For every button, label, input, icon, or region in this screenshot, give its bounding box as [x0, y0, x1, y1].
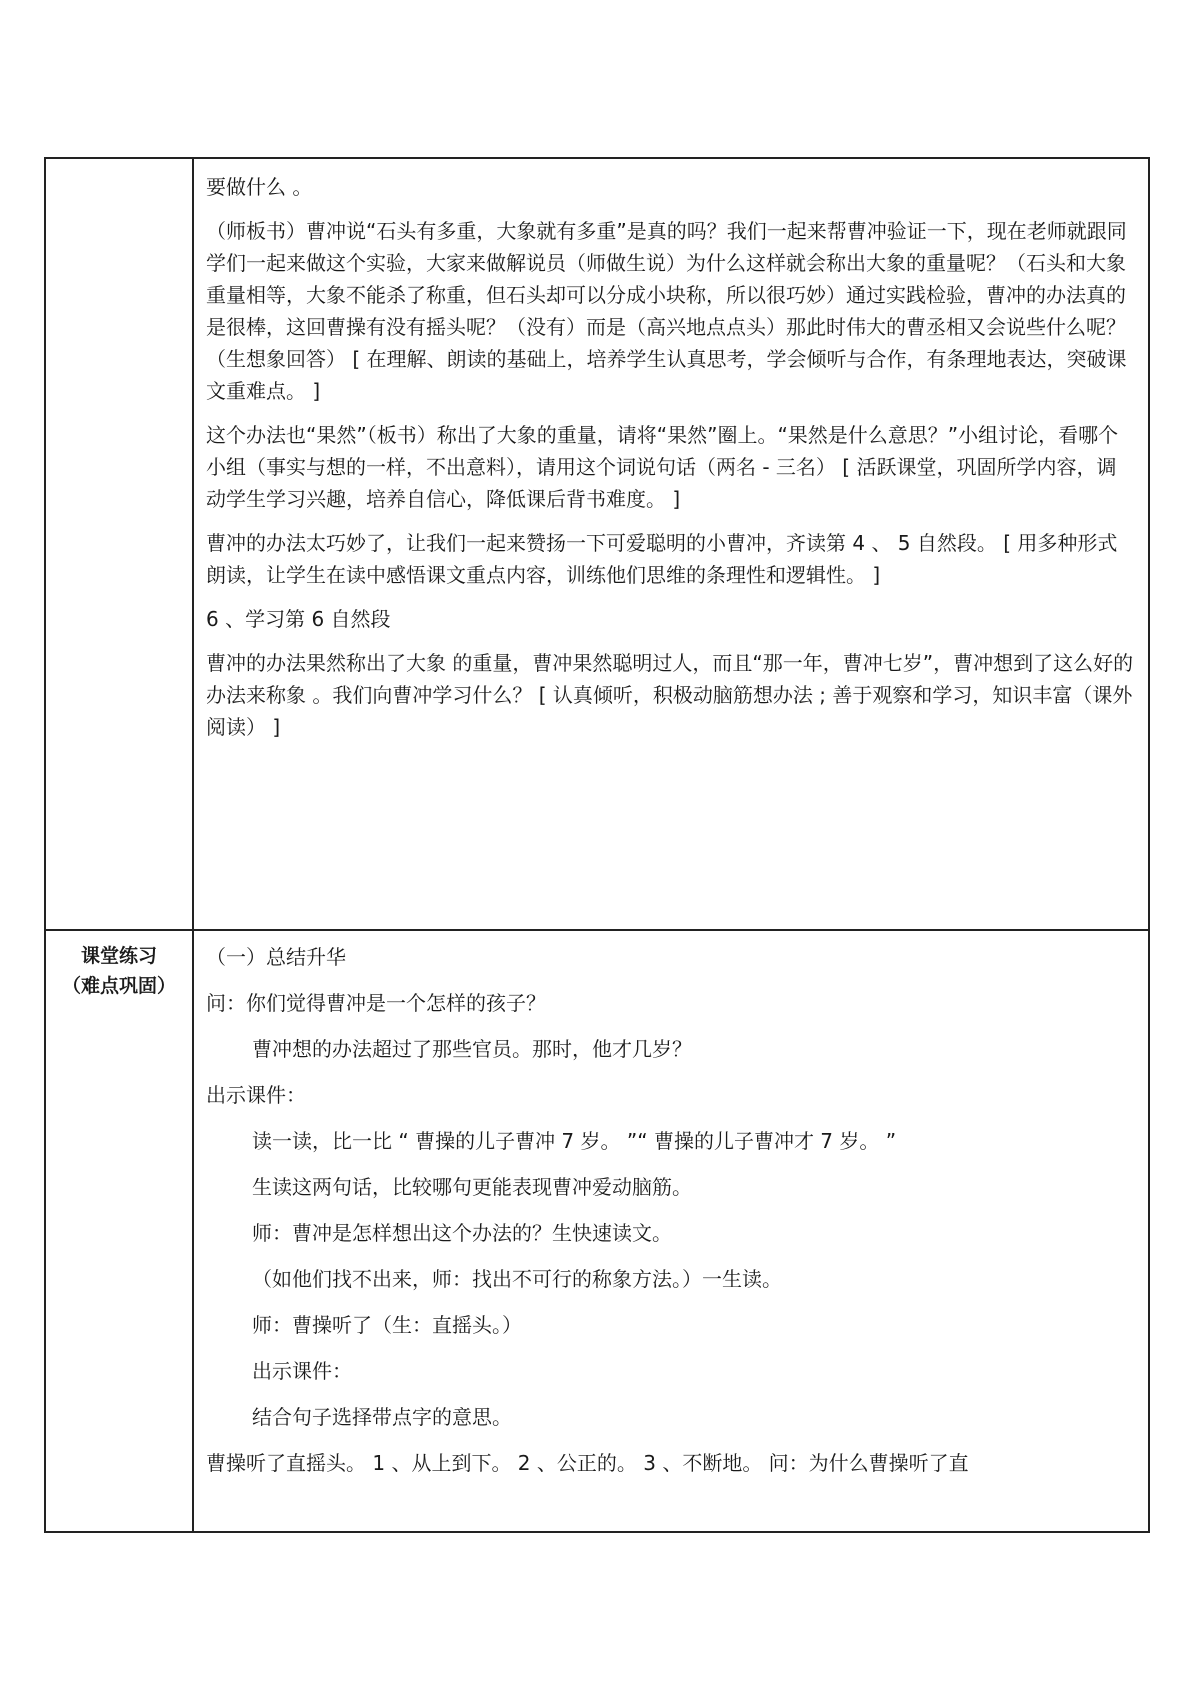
text-line: 问：你们觉得曹冲是一个怎样的孩子？	[206, 991, 546, 1015]
text-line: （如他们找不出来，师：找出不可行的称象方法。）一生读。	[252, 1267, 782, 1291]
text-line: 师：曹操听了（生：直摇头。）	[252, 1313, 522, 1337]
text-line: 出示课件：	[206, 1083, 306, 1107]
text-line: 读一读，比一比 “ 曹操的儿子曹冲 7 岁。 ”“ 曹操的儿子曹冲才 7 岁。 ”	[252, 1129, 897, 1153]
content-cell	[193, 930, 1149, 1532]
paragraph: 6 、学习第 6 自然段	[206, 607, 391, 631]
section-label: 课堂练习	[80, 945, 157, 967]
text-line: 出示课件：	[252, 1359, 352, 1383]
section-sublabel: （难点巩固）	[61, 975, 176, 997]
text-line: 师：曹冲是怎样想出这个办法的？生快速读文。	[252, 1221, 672, 1245]
text-line: 生读这两句话，比较哪句更能表现曹冲爱动脑筋。	[252, 1175, 692, 1199]
content-cell	[193, 158, 1149, 930]
text-line: 曹冲想的办法超过了那些官员。那时，他才几岁？	[252, 1037, 692, 1061]
label-cell-empty	[45, 158, 193, 930]
table-row	[45, 158, 1149, 930]
text-line: 曹操听了直摇头。 1 、从上到下。 2 、公正的。 3 、不断地。 问：为什么曹操听了直	[206, 1451, 969, 1475]
paragraph: 曹冲的办法太巧妙了，让我们一起来赞扬一下可爱聪明的小曹冲，齐读第 4 、 5 自然段。 [ 用多种形式朗读，让学生在读中感悟课文重点内容，训练他们思维的条理性和逻辑性。 ]	[206, 531, 1118, 587]
text-line: （一）总结升华	[206, 945, 346, 969]
table-row	[45, 930, 1149, 1532]
lesson-plan-table	[44, 157, 1150, 1533]
paragraph: 这个办法也“果然”（板书）称出了大象的重量，请将“果然”圈上。“果然是什么意思？”小组讨论，看哪个小组（事实与想的一样，不出意料），请用这个词说句话（两名 - 三名） [ 活跃课堂，巩固所学内容，调动学生学习兴趣，培养自信心，降低课后背书难度。 ]	[206, 423, 1119, 511]
paragraph: （师板书）曹冲说“石头有多重，大象就有多重”是真的吗？我们一起来帮曹冲验证一下，现在老师就跟同学们一起来做这个实验，大家来做解说员（师做生说）为什么这样就会称出大象的重量呢？（石头和大象重量相等，大象不能杀了称重，但石头却可以分成小块称，所以很巧妙）通过实践检验，曹冲的办法真的是很棒，这回曹操有没有摇头呢？（没有）而是（高兴地点点头）那此时伟大的曹丞相又会说些什么呢？（生想象回答） [ 在理解、朗读的基础上，培养学生认真思考，学会倾听与合作，有条理地表达，突破课文重难点。 ]	[206, 219, 1127, 403]
label-cell	[45, 930, 193, 1532]
paragraph: 曹冲的办法果然称出了大象 的重量，曹冲果然聪明过人，而且“那一年，曹冲七岁”，曹冲想到了这么好的办法来称象 。我们向曹冲学习什么？ [ 认真倾听，积极动脑筋想办法 ; 善于观察和学习，知识丰富（课外阅读） ]	[206, 651, 1134, 739]
paragraph: 要做什么 。	[206, 175, 313, 199]
text-line: 结合句子选择带点字的意思。	[252, 1405, 512, 1429]
